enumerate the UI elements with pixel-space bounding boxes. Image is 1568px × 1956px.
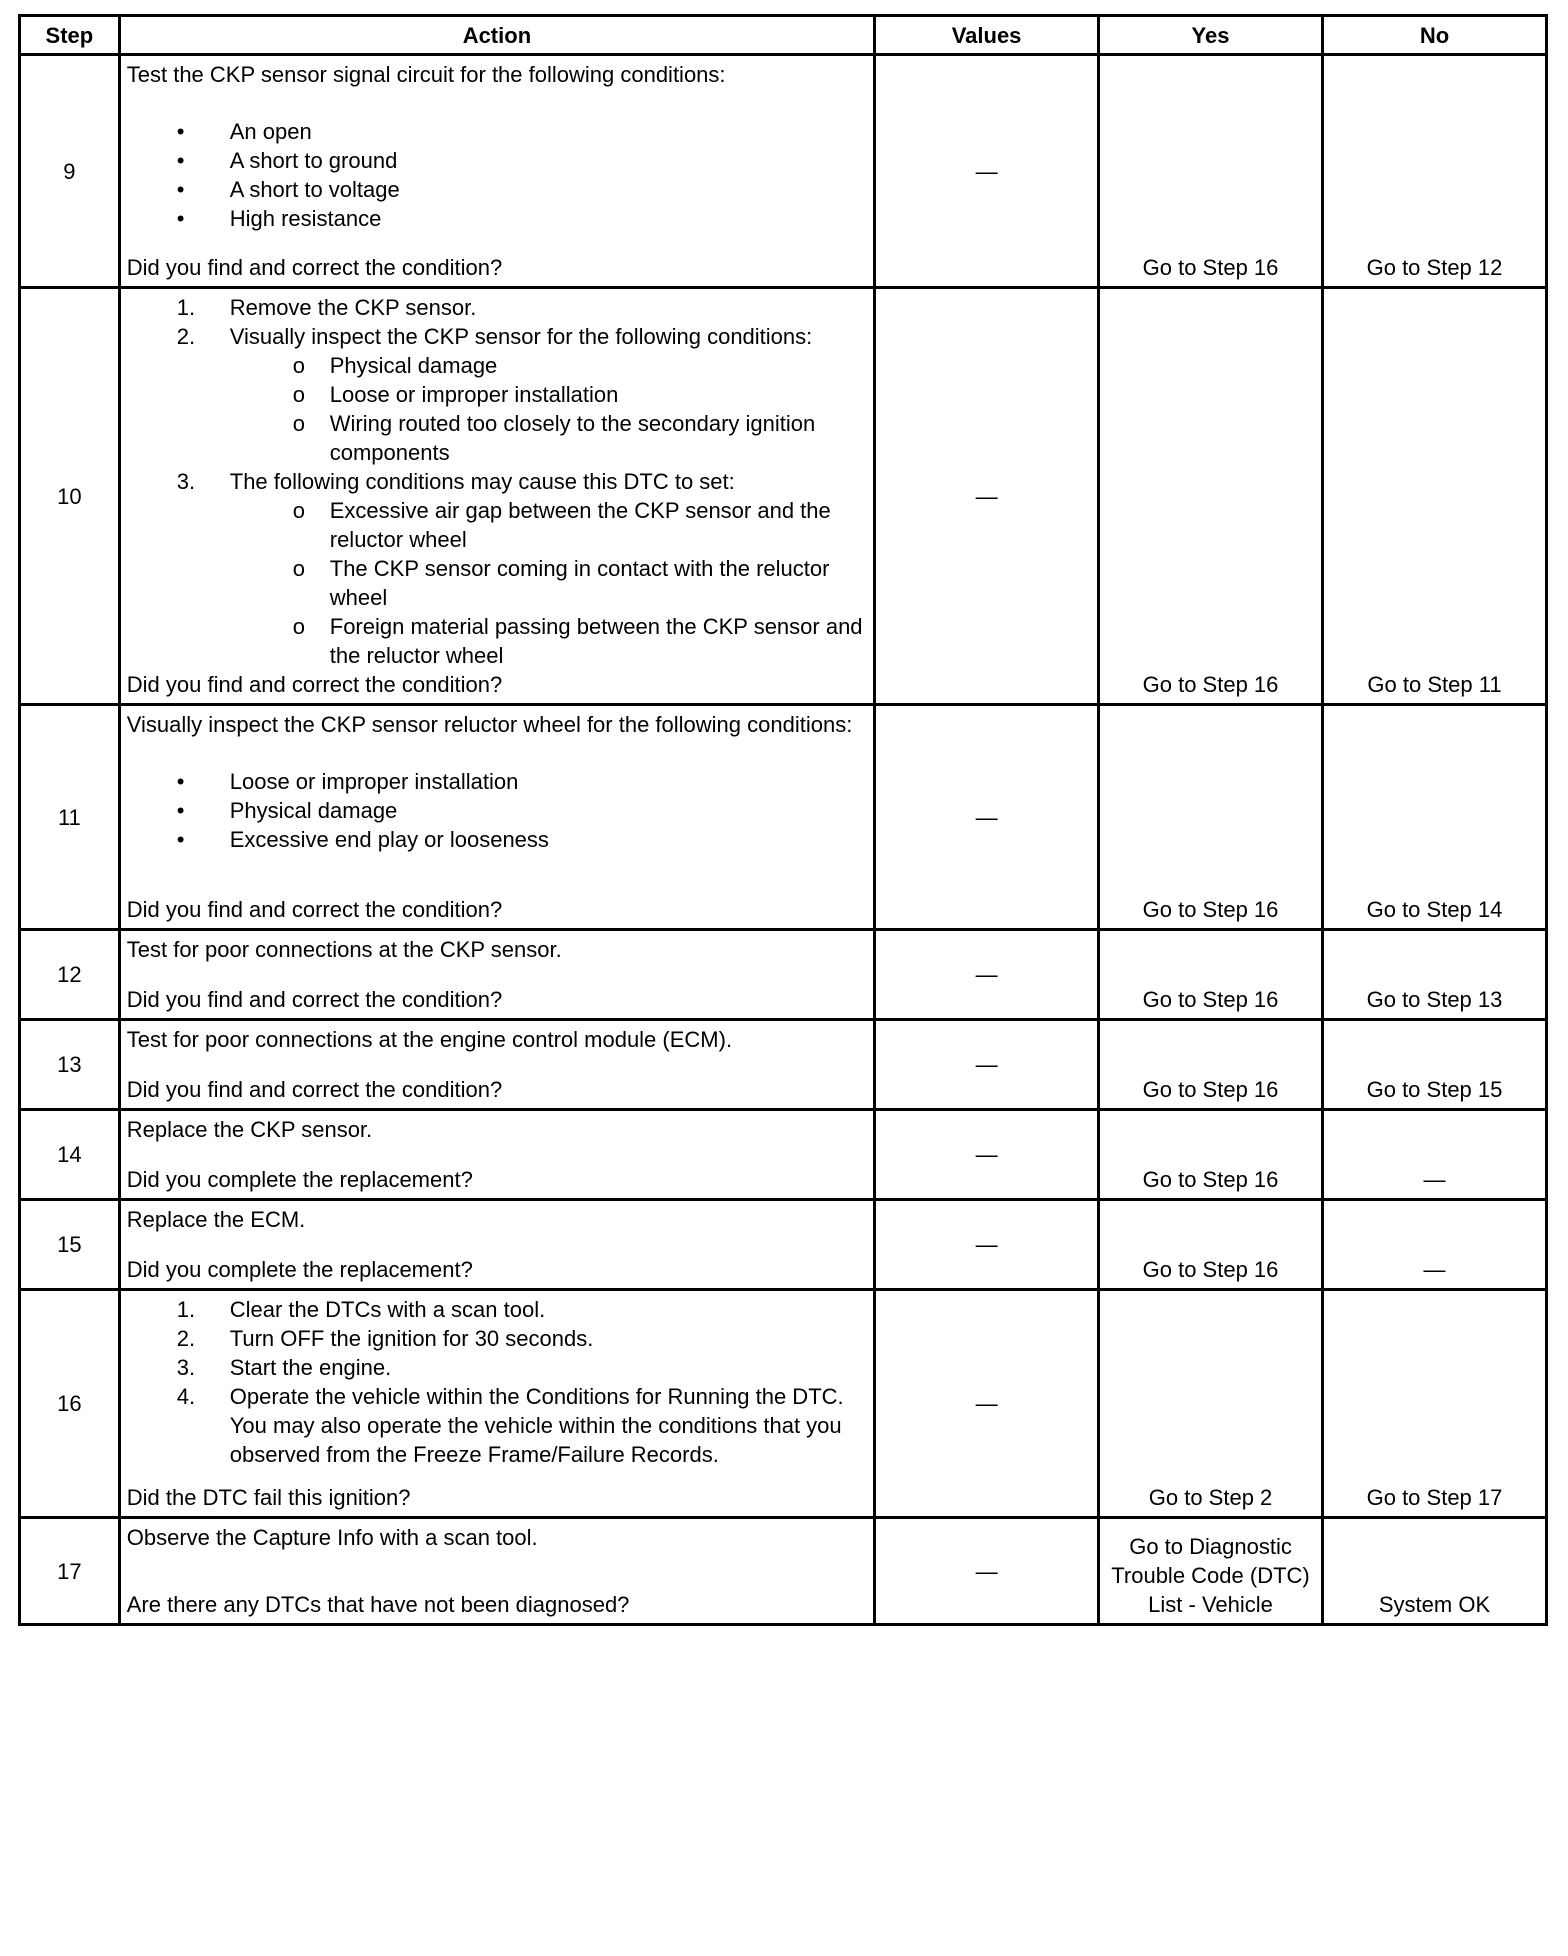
no-result: Go to Step 13 xyxy=(1323,930,1547,1020)
item-number: 4. xyxy=(176,1384,196,1409)
action-content xyxy=(127,1523,867,1619)
action-cell xyxy=(119,1290,874,1518)
action-question: Did you complete the replacement? xyxy=(126,1257,473,1282)
action-question: Did you find and correct the condition? xyxy=(126,1077,503,1102)
table-row xyxy=(20,1290,1547,1518)
header-row xyxy=(20,16,1547,55)
values-cell: — xyxy=(875,705,1099,930)
yes-result: Go to Step 2 xyxy=(1099,1290,1323,1518)
step-number: 12 xyxy=(20,930,120,1020)
no-result: — xyxy=(1323,1110,1547,1200)
action-content xyxy=(127,60,867,282)
sub-item: o Loose or improper installation xyxy=(230,380,867,409)
step-number: 11 xyxy=(20,705,120,930)
numbered-list xyxy=(127,293,867,670)
no-result: Go to Step 11 xyxy=(1323,288,1547,705)
numbered-item xyxy=(127,1382,867,1469)
numbered-item xyxy=(127,293,867,322)
header-values: Values xyxy=(875,16,1099,55)
bullet-list xyxy=(127,117,867,233)
action-question: Did you find and correct the condition? xyxy=(126,897,503,922)
yes-result: Go to Step 16 xyxy=(1099,705,1323,930)
values-cell: — xyxy=(875,55,1099,288)
values-cell: — xyxy=(875,1110,1099,1200)
table-row xyxy=(20,1110,1547,1200)
item-text: Remove the CKP sensor. xyxy=(229,295,477,320)
item-number: 2. xyxy=(176,1326,196,1351)
action-content xyxy=(127,710,867,924)
sub-list xyxy=(230,351,867,467)
step-number: 10 xyxy=(20,288,120,705)
item-text: Visually inspect the CKP sensor for the following conditions: xyxy=(229,324,813,349)
action-question: Did you complete the replacement? xyxy=(126,1167,473,1192)
action-content xyxy=(127,1025,867,1104)
action-cell xyxy=(119,1200,874,1290)
bullet-item: • High resistance xyxy=(127,204,867,233)
sub-item: o Wiring routed too closely to the secondary ignition components xyxy=(230,409,867,467)
no-result: Go to Step 15 xyxy=(1323,1020,1547,1110)
yes-result: Go to Step 16 xyxy=(1099,288,1323,705)
header-no: No xyxy=(1323,16,1547,55)
sub-item: o The CKP sensor coming in contact with the reluctor wheel xyxy=(230,554,867,612)
step-number: 16 xyxy=(20,1290,120,1518)
header-step: Step xyxy=(20,16,120,55)
item-text: Turn OFF the ignition for 30 seconds. xyxy=(229,1326,594,1351)
values-cell: — xyxy=(875,288,1099,705)
yes-result: Go to Step 16 xyxy=(1099,1020,1323,1110)
bullet-item: • Excessive end play or looseness xyxy=(127,825,867,854)
table-row xyxy=(20,55,1547,288)
no-result: Go to Step 14 xyxy=(1323,705,1547,930)
numbered-item xyxy=(127,1295,867,1324)
bullet-item: • An open xyxy=(127,117,867,146)
bullet-item: • Physical damage xyxy=(127,796,867,825)
table-row xyxy=(20,1518,1547,1625)
action-question: Did you find and correct the condition? xyxy=(126,987,503,1012)
action-question: Did the DTC fail this ignition? xyxy=(126,1485,411,1510)
sub-item: o Foreign material passing between the CKP sensor and the reluctor wheel xyxy=(230,612,867,670)
numbered-list xyxy=(127,1295,867,1469)
numbered-item xyxy=(127,322,867,467)
step-number: 17 xyxy=(20,1518,120,1625)
action-question: Did you find and correct the condition? xyxy=(126,255,503,280)
action-intro: Test the CKP sensor signal circuit for the following conditions: xyxy=(126,62,726,87)
item-text: The following conditions may cause this DTC to set: xyxy=(229,469,735,494)
action-cell xyxy=(119,705,874,930)
yes-result: Go to Step 16 xyxy=(1099,55,1323,288)
bullet-item: • A short to voltage xyxy=(127,175,867,204)
item-number: 3. xyxy=(176,469,196,494)
yes-result: Go to Step 16 xyxy=(1099,1200,1323,1290)
header-yes: Yes xyxy=(1099,16,1323,55)
action-intro: Observe the Capture Info with a scan tool. xyxy=(126,1525,538,1550)
action-content xyxy=(127,1295,867,1512)
table-row xyxy=(20,1200,1547,1290)
values-cell: — xyxy=(875,1200,1099,1290)
sub-list xyxy=(230,496,867,670)
table-row xyxy=(20,705,1547,930)
action-cell xyxy=(119,55,874,288)
item-number: 2. xyxy=(176,324,196,349)
table-row xyxy=(20,930,1547,1020)
step-number: 14 xyxy=(20,1110,120,1200)
table-row xyxy=(20,288,1547,705)
action-intro: Replace the ECM. xyxy=(126,1207,306,1232)
item-text: Start the engine. xyxy=(229,1355,392,1380)
step-number: 15 xyxy=(20,1200,120,1290)
values-cell: — xyxy=(875,1020,1099,1110)
no-result: Go to Step 12 xyxy=(1323,55,1547,288)
step-number: 13 xyxy=(20,1020,120,1110)
bullet-item: • Loose or improper installation xyxy=(127,767,867,796)
numbered-item xyxy=(127,467,867,670)
action-content xyxy=(127,293,867,699)
table-row xyxy=(20,1020,1547,1110)
bullet-list xyxy=(127,767,867,854)
sub-item: o Excessive air gap between the CKP sensor and the reluctor wheel xyxy=(230,496,867,554)
sub-item: o Physical damage xyxy=(230,351,867,380)
numbered-item xyxy=(127,1324,867,1353)
action-content xyxy=(127,935,867,1014)
action-intro: Test for poor connections at the engine control module (ECM). xyxy=(126,1027,733,1052)
item-number: 1. xyxy=(176,1297,196,1322)
header-action: Action xyxy=(119,16,874,55)
action-cell xyxy=(119,930,874,1020)
bullet-item: • A short to ground xyxy=(127,146,867,175)
action-cell xyxy=(119,1518,874,1625)
item-text: Operate the vehicle within the Conditions for Running the DTC. You may also operate the vehicle within the conditions that you observed from the Freeze Frame/Failure Records. xyxy=(229,1384,844,1467)
action-intro: Test for poor connections at the CKP sensor. xyxy=(126,937,562,962)
no-result: System OK xyxy=(1323,1518,1547,1625)
values-cell: — xyxy=(875,1518,1099,1625)
yes-result: Go to Step 16 xyxy=(1099,1110,1323,1200)
step-number: 9 xyxy=(20,55,120,288)
yes-result: Go to Step 16 xyxy=(1099,930,1323,1020)
action-cell xyxy=(119,1020,874,1110)
numbered-item xyxy=(127,1353,867,1382)
item-number: 1. xyxy=(176,295,196,320)
item-text: Clear the DTCs with a scan tool. xyxy=(229,1297,546,1322)
no-result: Go to Step 17 xyxy=(1323,1290,1547,1518)
action-content xyxy=(127,1115,867,1194)
diagnostic-table xyxy=(18,14,1548,1626)
action-intro: Replace the CKP sensor. xyxy=(126,1117,373,1142)
action-intro: Visually inspect the CKP sensor reluctor wheel for the following conditions: xyxy=(126,712,853,737)
action-cell xyxy=(119,288,874,705)
values-cell: — xyxy=(875,1290,1099,1518)
values-cell: — xyxy=(875,930,1099,1020)
item-number: 3. xyxy=(176,1355,196,1380)
action-question: Are there any DTCs that have not been diagnosed? xyxy=(126,1592,630,1617)
action-cell xyxy=(119,1110,874,1200)
action-content xyxy=(127,1205,867,1284)
no-result: — xyxy=(1323,1200,1547,1290)
action-question: Did you find and correct the condition? xyxy=(126,672,503,697)
yes-result: Go to Diagnostic Trouble Code (DTC) List - Vehicle xyxy=(1099,1518,1323,1625)
